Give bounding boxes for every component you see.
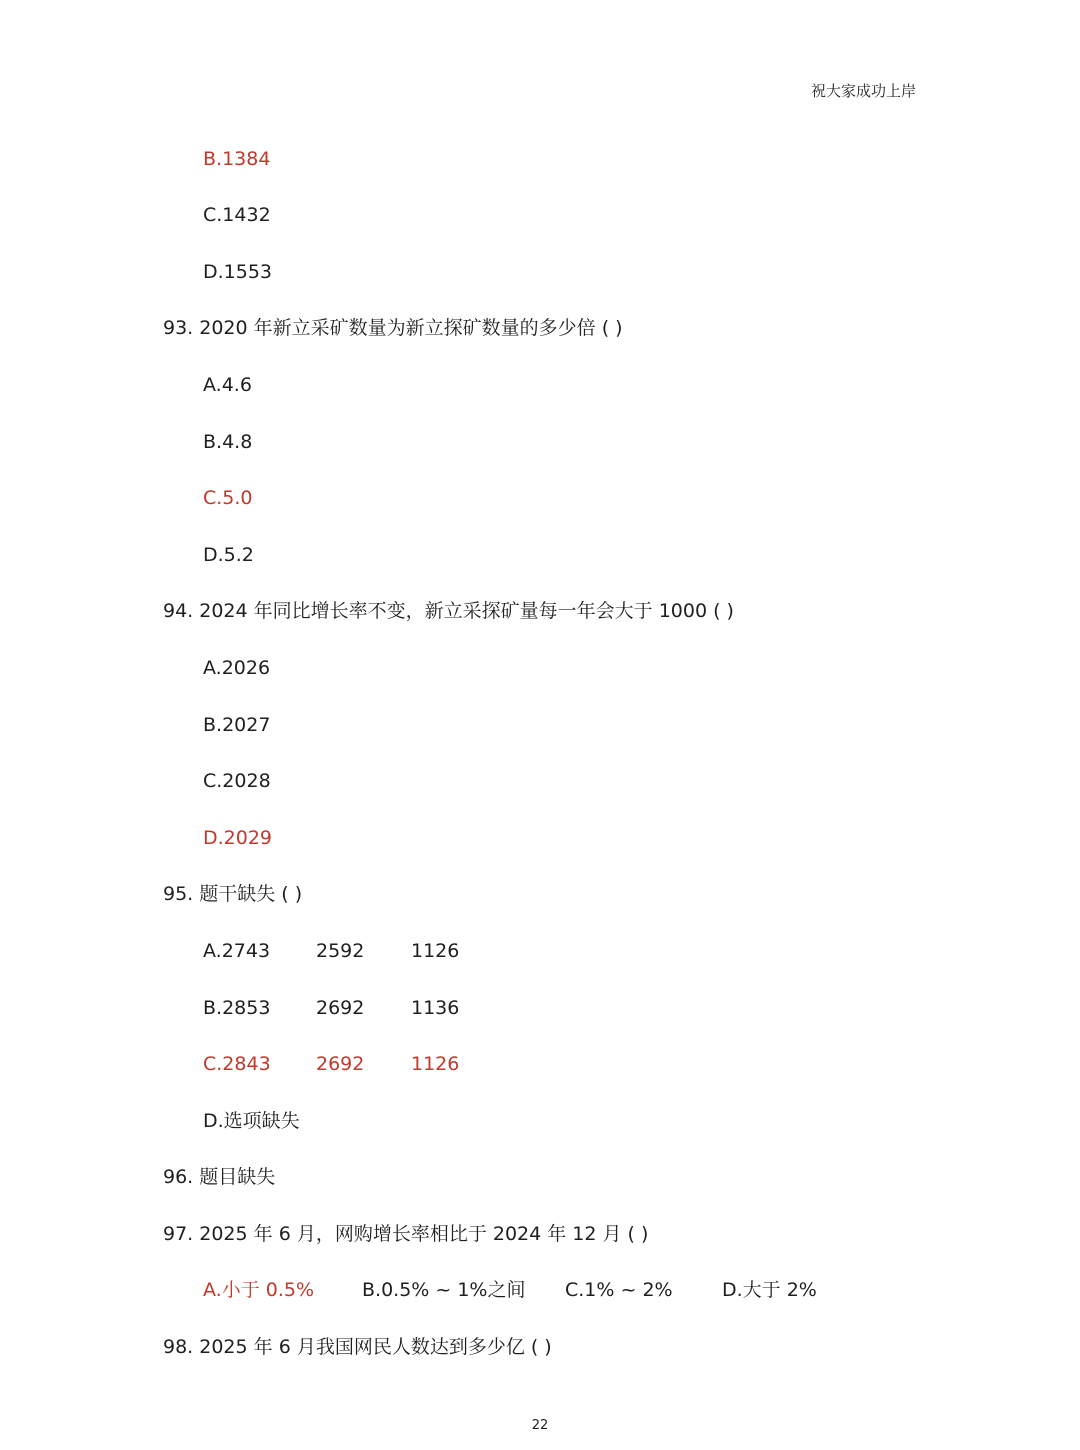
question-97-option-c: C.1% ~ 2% [565, 1279, 673, 1301]
question-98: 98. 2025 年 6 月我国网民人数达到多少亿 ( ) [163, 1336, 552, 1358]
option-value-3: 1136 [411, 997, 460, 1019]
question-97-option-b: B.0.5% ~ 1%之间 [362, 1279, 526, 1301]
option-value-3: 1126 [411, 940, 460, 962]
question-97-option-d: D.大于 2% [722, 1279, 817, 1301]
option-label: B.2853 [203, 997, 271, 1019]
option-value-2: 2692 [316, 997, 365, 1019]
question-94: 94. 2024 年同比增长率不变，新立采探矿量每一年会大于 1000 ( ) [163, 600, 734, 622]
question-95-option-d: D.选项缺失 [203, 1110, 300, 1132]
question-93-option-d: D.5.2 [203, 544, 254, 566]
question-94-option-b: B.2027 [203, 714, 271, 736]
option-c-1432: C.1432 [203, 204, 271, 226]
question-94-option-c: C.2028 [203, 770, 271, 792]
page-number: 22 [531, 1418, 549, 1433]
page-header: 祝大家成功上岸 [810, 82, 916, 100]
question-93: 93. 2020 年新立采矿数量为新立探矿数量的多少倍 ( ) [163, 317, 623, 339]
question-93-option-b: B.4.8 [203, 431, 253, 453]
option-d-1553: D.1553 [203, 261, 273, 283]
question-97-option-a: A.小于 0.5% [203, 1279, 315, 1301]
question-95: 95. 题干缺失 ( ) [163, 883, 303, 905]
question-97: 97. 2025 年 6 月，网购增长率相比于 2024 年 12 月 ( ) [163, 1223, 649, 1245]
question-93-option-a: A.4.6 [203, 374, 252, 396]
question-94-option-d: D.2029 [203, 827, 273, 849]
question-96: 96. 题目缺失 [163, 1166, 276, 1188]
question-94-option-a: A.2026 [203, 657, 271, 679]
option-value-3: 1126 [411, 1053, 460, 1075]
option-label: A.2743 [203, 940, 271, 962]
option-value-2: 2592 [316, 940, 365, 962]
question-93-option-c: C.5.0 [203, 487, 253, 509]
option-label: C.2843 [203, 1053, 271, 1075]
option-b-1384: B.1384 [203, 148, 271, 170]
option-value-2: 2692 [316, 1053, 365, 1075]
